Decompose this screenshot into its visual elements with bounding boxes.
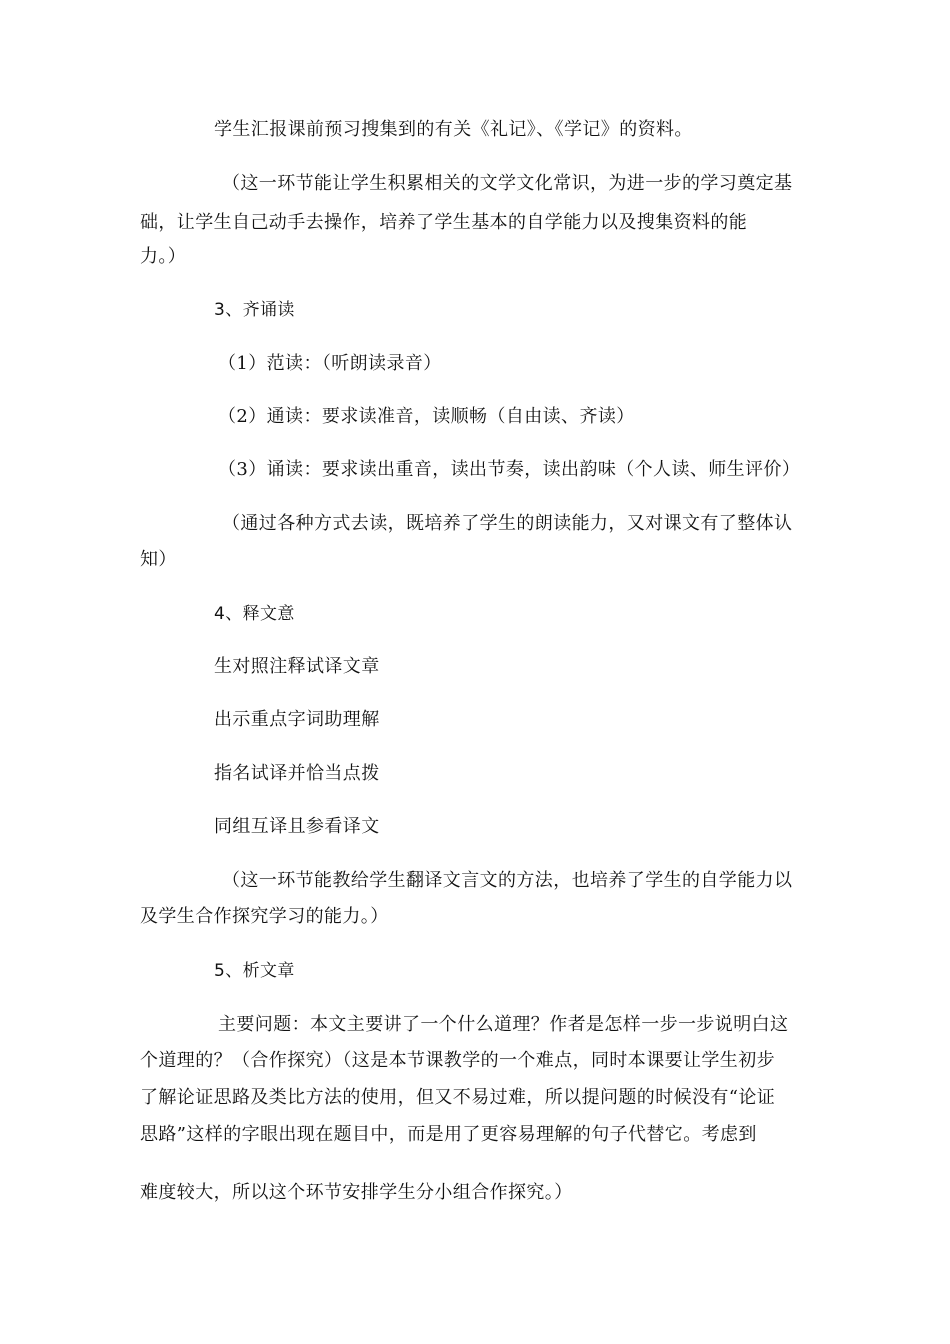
reading-step-1: （1）范读：（听朗读录音）: [218, 353, 442, 374]
paragraph-note-1-line-1: （这一环节能让学生积累相关的文学文化常识，为进一步的学习奠定基: [222, 173, 793, 194]
paragraph-note-3-line-2: 及学生合作探究学习的能力。）: [140, 906, 389, 927]
step-line-3: 指名试译并恰当点拨: [214, 763, 380, 784]
step-line-1: 生对照注释试译文章: [214, 656, 380, 677]
paragraph-main-question-line-3: 了解论证思路及类比方法的使用，但又不易过难，所以提问题的时候没有“论证: [140, 1087, 776, 1108]
step-line-4: 同组互译且参看译文: [214, 816, 380, 837]
paragraph-note-1-line-3: 力。）: [140, 246, 187, 267]
reading-step-2: （2）通读：要求读准音，读顺畅（自由读、齐读）: [218, 406, 635, 427]
section-heading-3: 3、齐诵读: [214, 300, 295, 320]
paragraph-note-3-line-1: （这一环节能教给学生翻译文言文的方法，也培养了学生的自学能力以: [222, 870, 793, 891]
paragraph-main-question-line-5: 难度较大，所以这个环节安排学生分小组合作探究。）: [140, 1182, 573, 1203]
paragraph-note-1-line-2: 础，让学生自己动手去操作，培养了学生基本的自学能力以及搜集资料的能: [140, 212, 748, 233]
section-heading-5: 5、析文章: [214, 961, 295, 981]
paragraph-main-question-line-1: 主要问题：本文主要讲了一个什么道理？作者是怎样一步一步说明白这: [218, 1014, 789, 1035]
paragraph-main-question-line-2: 个道理的？（合作探究）（这是本节课教学的一个难点，同时本课要让学生初步: [140, 1050, 775, 1071]
paragraph-note-2-line-1: （通过各种方式去读，既培养了学生的朗读能力，又对课文有了整体认: [222, 513, 793, 534]
step-line-2: 出示重点字词助理解: [214, 709, 380, 730]
paragraph-main-question-line-4: 思路”这样的字眼出现在题目中，而是用了更容易理解的句子代替它。考虑到: [140, 1124, 757, 1145]
reading-step-3: （3）诵读：要求读出重音，读出节奏，读出韵味（个人读、师生评价）: [218, 459, 801, 480]
paragraph-report: 学生汇报课前预习搜集到的有关《礼记》、《学记》的资料。: [214, 119, 693, 140]
section-heading-4: 4、释文意: [214, 604, 295, 624]
paragraph-note-2-line-2: 知）: [140, 549, 177, 570]
